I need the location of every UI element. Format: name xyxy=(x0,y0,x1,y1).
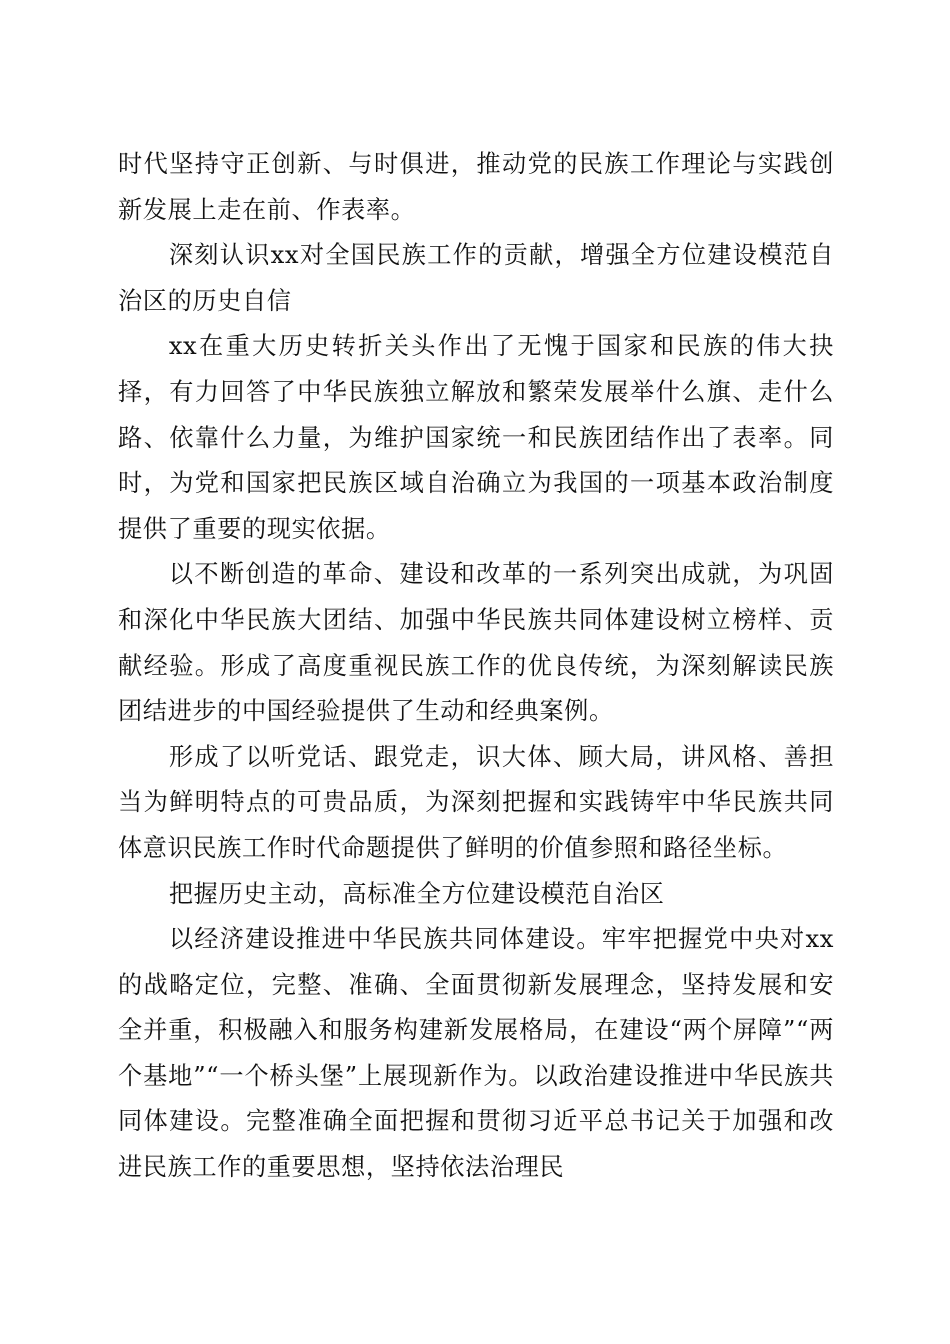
paragraph-qualities: 形成了以听党话、跟党走，识大体、顾大局，讲风格、善担当为鲜明特点的可贵品质，为深刻把握和实践铸牢中华民族共同体意识民族工作时代命题提供了鲜明的价值参照和路径坐标。 xyxy=(118,742,834,862)
paragraph-achievements: 以不断创造的革命、建设和改革的一系列突出成就，为巩固和深化中华民族大团结、加强中华民族共同体建设树立榜样、贡献经验。形成了高度重视民族工作的优良传统，为深刻解读民族团结进步的中国经验提供了生动和经典案例。 xyxy=(118,560,834,726)
section-heading-historical-confidence: 深刻认识xx对全国民族工作的贡献，增强全方位建设模范自治区的历史自信 xyxy=(118,241,834,315)
paragraph-continuation: 时代坚持守正创新、与时俱进，推动党的民族工作理论与实践创新发展上走在前、作表率。 xyxy=(118,150,834,224)
paragraph-historical-choice: xx在重大历史转折关头作出了无愧于国家和民族的伟大抉择，有力回答了中华民族独立解放和繁荣发展举什么旗、走什么路、依靠什么力量，为维护国家统一和民族团结作出了表率。同时，为党和国家把民族区域自治确立为我国的一项基本政治制度提供了重要的现实依据。 xyxy=(118,332,834,543)
document-body xyxy=(118,142,834,1191)
paragraph-economic-political-construction: 以经济建设推进中华民族共同体建设。牢牢把握党中央对xx的战略定位，完整、准确、全面贯彻新发展理念，坚持发展和安全并重，积极融入和服务构建新发展格局，在建设“两个屏障”“两个基地”“一个桥头堡”上展现新作为。以政治建设推进中华民族共同体建设。完整准确全面把握和贯彻习近平总书记关于加强和改进民族工作的重要思想，坚持依法治理民 xyxy=(118,925,834,1182)
section-heading-historical-initiative: 把握历史主动，高标准全方位建设模范自治区 xyxy=(168,879,665,908)
